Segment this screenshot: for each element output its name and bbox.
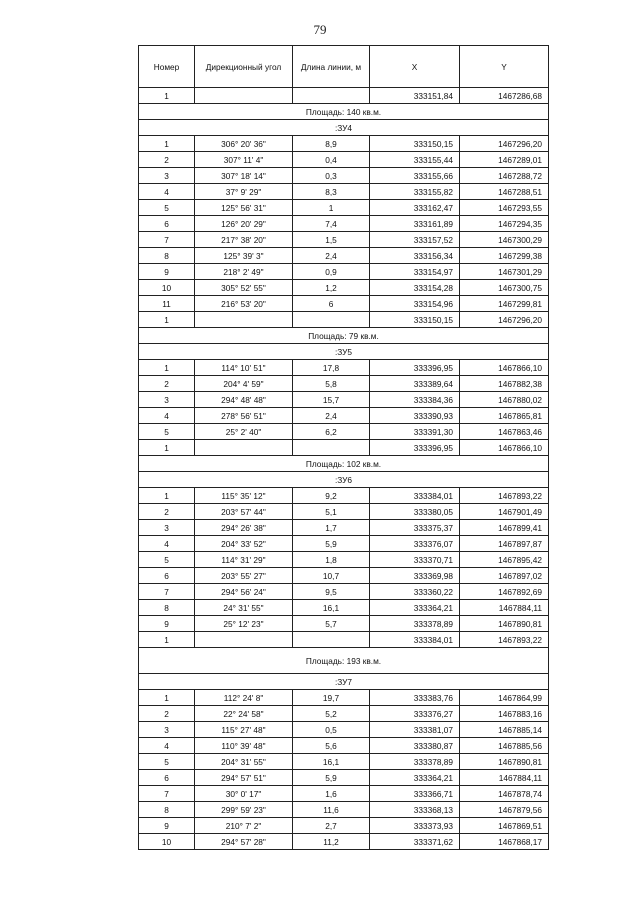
cell-y: 1467897,87 bbox=[460, 536, 549, 552]
section-header-row bbox=[139, 674, 549, 690]
cell-x: 333384,01 bbox=[370, 488, 460, 504]
cell-direction-angle: 37° 9' 29" bbox=[195, 184, 293, 200]
cell-number: 1 bbox=[139, 360, 195, 376]
table-row bbox=[139, 690, 549, 706]
cell-number: 7 bbox=[139, 584, 195, 600]
table-row bbox=[139, 584, 549, 600]
cell-number: 4 bbox=[139, 408, 195, 424]
section-header-row bbox=[139, 472, 549, 488]
cell-x: 333364,21 bbox=[370, 770, 460, 786]
cell-number: 8 bbox=[139, 600, 195, 616]
cell-number: 5 bbox=[139, 424, 195, 440]
table-row bbox=[139, 616, 549, 632]
area-label: Площадь: 193 кв.м. bbox=[139, 648, 549, 674]
cell-number: 10 bbox=[139, 834, 195, 850]
cell-direction-angle: 210° 7' 2" bbox=[195, 818, 293, 834]
cell-x: 333378,89 bbox=[370, 616, 460, 632]
table-row bbox=[139, 536, 549, 552]
table-row bbox=[139, 738, 549, 754]
cell-y: 1467296,20 bbox=[460, 136, 549, 152]
cell-y: 1467893,22 bbox=[460, 632, 549, 648]
cell-line-length: 1,6 bbox=[293, 786, 370, 802]
section-header-row bbox=[139, 344, 549, 360]
cell-line-length: 9,2 bbox=[293, 488, 370, 504]
cell-x: 333155,44 bbox=[370, 152, 460, 168]
cell-x: 333162,47 bbox=[370, 200, 460, 216]
area-label: Площадь: 102 кв.м. bbox=[139, 456, 549, 472]
table-row bbox=[139, 168, 549, 184]
cell-number: 3 bbox=[139, 392, 195, 408]
cell-x: 333156,34 bbox=[370, 248, 460, 264]
header-direction-angle: Дирекционный угол bbox=[195, 46, 293, 88]
cell-line-length: 5,6 bbox=[293, 738, 370, 754]
cell-direction-angle bbox=[195, 312, 293, 328]
cell-direction-angle: 25° 12' 23" bbox=[195, 616, 293, 632]
cell-x: 333360,22 bbox=[370, 584, 460, 600]
cell-direction-angle bbox=[195, 440, 293, 456]
cell-y: 1467880,02 bbox=[460, 392, 549, 408]
table-row bbox=[139, 754, 549, 770]
cell-y: 1467901,49 bbox=[460, 504, 549, 520]
cell-x: 333150,15 bbox=[370, 136, 460, 152]
cell-x: 333155,66 bbox=[370, 168, 460, 184]
cell-x: 333396,95 bbox=[370, 440, 460, 456]
cell-y: 1467885,56 bbox=[460, 738, 549, 754]
area-row bbox=[139, 456, 549, 472]
cell-number: 2 bbox=[139, 504, 195, 520]
cell-direction-angle: 204° 31' 55" bbox=[195, 754, 293, 770]
cell-x: 333151,84 bbox=[370, 88, 460, 104]
cell-y: 1467883,16 bbox=[460, 706, 549, 722]
area-row bbox=[139, 648, 549, 674]
cell-number: 6 bbox=[139, 770, 195, 786]
section-label: :ЗУ5 bbox=[139, 344, 549, 360]
cell-line-length: 1 bbox=[293, 200, 370, 216]
header-y: Y bbox=[460, 46, 549, 88]
cell-line-length: 11,6 bbox=[293, 802, 370, 818]
cell-x: 333376,07 bbox=[370, 536, 460, 552]
cell-direction-angle: 30° 0' 17" bbox=[195, 786, 293, 802]
cell-line-length: 5,1 bbox=[293, 504, 370, 520]
cell-direction-angle: 306° 20' 36" bbox=[195, 136, 293, 152]
cell-line-length: 1,8 bbox=[293, 552, 370, 568]
cell-direction-angle: 114° 10' 51" bbox=[195, 360, 293, 376]
cell-line-length bbox=[293, 440, 370, 456]
cell-line-length: 0,9 bbox=[293, 264, 370, 280]
cell-number: 8 bbox=[139, 248, 195, 264]
cell-number: 1 bbox=[139, 312, 195, 328]
table-row bbox=[139, 296, 549, 312]
cell-y: 1467286,68 bbox=[460, 88, 549, 104]
cell-direction-angle: 294° 26' 38" bbox=[195, 520, 293, 536]
cell-direction-angle bbox=[195, 632, 293, 648]
cell-x: 333366,71 bbox=[370, 786, 460, 802]
cell-x: 333161,89 bbox=[370, 216, 460, 232]
cell-direction-angle: 125° 39' 3" bbox=[195, 248, 293, 264]
cell-number: 1 bbox=[139, 632, 195, 648]
cell-direction-angle: 125° 56' 31" bbox=[195, 200, 293, 216]
cell-y: 1467294,35 bbox=[460, 216, 549, 232]
table-row bbox=[139, 392, 549, 408]
cell-x: 333384,01 bbox=[370, 632, 460, 648]
header-x: X bbox=[370, 46, 460, 88]
cell-line-length: 0,3 bbox=[293, 168, 370, 184]
header-line-length: Длина линии, м bbox=[293, 46, 370, 88]
cell-y: 1467882,38 bbox=[460, 376, 549, 392]
cell-number: 1 bbox=[139, 88, 195, 104]
cell-line-length bbox=[293, 88, 370, 104]
cell-line-length: 6 bbox=[293, 296, 370, 312]
cell-x: 333154,96 bbox=[370, 296, 460, 312]
cell-y: 1467890,81 bbox=[460, 754, 549, 770]
cell-line-length: 5,2 bbox=[293, 706, 370, 722]
cell-y: 1467884,11 bbox=[460, 770, 549, 786]
cell-direction-angle: 299° 59' 23" bbox=[195, 802, 293, 818]
cell-direction-angle: 115° 27' 48" bbox=[195, 722, 293, 738]
cell-x: 333380,05 bbox=[370, 504, 460, 520]
cell-x: 333375,37 bbox=[370, 520, 460, 536]
cell-direction-angle: 22° 24' 58" bbox=[195, 706, 293, 722]
cell-line-length: 2,4 bbox=[293, 408, 370, 424]
cell-number: 5 bbox=[139, 200, 195, 216]
cell-x: 333369,98 bbox=[370, 568, 460, 584]
cell-y: 1467299,38 bbox=[460, 248, 549, 264]
table-row bbox=[139, 802, 549, 818]
section-label: :ЗУ4 bbox=[139, 120, 549, 136]
cell-line-length: 5,8 bbox=[293, 376, 370, 392]
cell-line-length: 1,5 bbox=[293, 232, 370, 248]
cell-x: 333154,97 bbox=[370, 264, 460, 280]
cell-number: 5 bbox=[139, 552, 195, 568]
cell-y: 1467866,10 bbox=[460, 440, 549, 456]
cell-direction-angle: 112° 24' 8" bbox=[195, 690, 293, 706]
cell-number: 9 bbox=[139, 818, 195, 834]
cell-y: 1467868,17 bbox=[460, 834, 549, 850]
cell-number: 7 bbox=[139, 786, 195, 802]
cell-y: 1467293,55 bbox=[460, 200, 549, 216]
cell-y: 1467884,11 bbox=[460, 600, 549, 616]
cell-direction-angle: 294° 57' 51" bbox=[195, 770, 293, 786]
cell-direction-angle: 24° 31' 55" bbox=[195, 600, 293, 616]
cell-x: 333390,93 bbox=[370, 408, 460, 424]
cell-direction-angle: 307° 18' 14" bbox=[195, 168, 293, 184]
cell-y: 1467289,01 bbox=[460, 152, 549, 168]
header-row bbox=[139, 46, 549, 88]
cell-number: 2 bbox=[139, 152, 195, 168]
cell-direction-angle: 278° 56' 51" bbox=[195, 408, 293, 424]
cell-direction-angle: 204° 33' 52" bbox=[195, 536, 293, 552]
cell-y: 1467878,74 bbox=[460, 786, 549, 802]
table-row bbox=[139, 232, 549, 248]
cell-y: 1467863,46 bbox=[460, 424, 549, 440]
cell-line-length: 2,4 bbox=[293, 248, 370, 264]
cell-y: 1467300,29 bbox=[460, 232, 549, 248]
section-header-row bbox=[139, 120, 549, 136]
cell-y: 1467864,99 bbox=[460, 690, 549, 706]
cell-line-length: 16,1 bbox=[293, 754, 370, 770]
coordinates-table bbox=[138, 45, 549, 850]
cell-direction-angle: 114° 31' 29" bbox=[195, 552, 293, 568]
table-row bbox=[139, 818, 549, 834]
cell-number: 8 bbox=[139, 802, 195, 818]
table-row bbox=[139, 632, 549, 648]
table-row bbox=[139, 786, 549, 802]
cell-x: 333154,28 bbox=[370, 280, 460, 296]
cell-line-length: 5,7 bbox=[293, 616, 370, 632]
cell-line-length: 5,9 bbox=[293, 770, 370, 786]
cell-x: 333381,07 bbox=[370, 722, 460, 738]
cell-line-length: 1,7 bbox=[293, 520, 370, 536]
table-row bbox=[139, 248, 549, 264]
cell-y: 1467893,22 bbox=[460, 488, 549, 504]
cell-number: 3 bbox=[139, 520, 195, 536]
cell-line-length bbox=[293, 632, 370, 648]
cell-y: 1467899,41 bbox=[460, 520, 549, 536]
cell-number: 5 bbox=[139, 754, 195, 770]
cell-x: 333368,13 bbox=[370, 802, 460, 818]
cell-number: 9 bbox=[139, 616, 195, 632]
cell-direction-angle bbox=[195, 88, 293, 104]
cell-number: 6 bbox=[139, 216, 195, 232]
cell-line-length: 10,7 bbox=[293, 568, 370, 584]
cell-x: 333373,93 bbox=[370, 818, 460, 834]
cell-direction-angle: 204° 4' 59" bbox=[195, 376, 293, 392]
cell-direction-angle: 294° 48' 48" bbox=[195, 392, 293, 408]
cell-direction-angle: 25° 2' 40" bbox=[195, 424, 293, 440]
cell-y: 1467890,81 bbox=[460, 616, 549, 632]
area-label: Площадь: 79 кв.м. bbox=[139, 328, 549, 344]
table-row bbox=[139, 834, 549, 850]
cell-number: 11 bbox=[139, 296, 195, 312]
cell-x: 333389,64 bbox=[370, 376, 460, 392]
cell-number: 6 bbox=[139, 568, 195, 584]
cell-direction-angle: 203° 57' 44" bbox=[195, 504, 293, 520]
section-label: :ЗУ6 bbox=[139, 472, 549, 488]
cell-number: 7 bbox=[139, 232, 195, 248]
cell-y: 1467866,10 bbox=[460, 360, 549, 376]
header-number: Номер bbox=[139, 46, 195, 88]
cell-y: 1467300,75 bbox=[460, 280, 549, 296]
cell-x: 333391,30 bbox=[370, 424, 460, 440]
section-label: :ЗУ7 bbox=[139, 674, 549, 690]
cell-x: 333370,71 bbox=[370, 552, 460, 568]
area-row bbox=[139, 104, 549, 120]
table-row bbox=[139, 264, 549, 280]
cell-y: 1467895,42 bbox=[460, 552, 549, 568]
cell-y: 1467301,29 bbox=[460, 264, 549, 280]
cell-y: 1467879,56 bbox=[460, 802, 549, 818]
cell-line-length: 0,5 bbox=[293, 722, 370, 738]
cell-x: 333371,62 bbox=[370, 834, 460, 850]
cell-line-length: 7,4 bbox=[293, 216, 370, 232]
table-body bbox=[139, 88, 549, 850]
table-row bbox=[139, 152, 549, 168]
cell-direction-angle: 294° 56' 24" bbox=[195, 584, 293, 600]
cell-y: 1467865,81 bbox=[460, 408, 549, 424]
cell-y: 1467299,81 bbox=[460, 296, 549, 312]
table-row bbox=[139, 504, 549, 520]
cell-line-length: 6,2 bbox=[293, 424, 370, 440]
table-row bbox=[139, 88, 549, 104]
cell-line-length: 1,2 bbox=[293, 280, 370, 296]
cell-line-length: 8,3 bbox=[293, 184, 370, 200]
cell-number: 1 bbox=[139, 440, 195, 456]
area-row bbox=[139, 328, 549, 344]
cell-number: 2 bbox=[139, 706, 195, 722]
cell-direction-angle: 305° 52' 55" bbox=[195, 280, 293, 296]
table-row bbox=[139, 136, 549, 152]
table-row bbox=[139, 706, 549, 722]
table-row bbox=[139, 280, 549, 296]
cell-x: 333378,89 bbox=[370, 754, 460, 770]
table-row bbox=[139, 408, 549, 424]
cell-direction-angle: 218° 2' 49" bbox=[195, 264, 293, 280]
cell-direction-angle: 110° 39' 48" bbox=[195, 738, 293, 754]
table-row bbox=[139, 424, 549, 440]
cell-line-length: 0,4 bbox=[293, 152, 370, 168]
cell-x: 333364,21 bbox=[370, 600, 460, 616]
table-row bbox=[139, 200, 549, 216]
cell-x: 333376,27 bbox=[370, 706, 460, 722]
table-row bbox=[139, 552, 549, 568]
area-label: Площадь: 140 кв.м. bbox=[139, 104, 549, 120]
cell-direction-angle: 307° 11' 4" bbox=[195, 152, 293, 168]
cell-line-length: 5,9 bbox=[293, 536, 370, 552]
table-row bbox=[139, 600, 549, 616]
cell-direction-angle: 115° 35' 12" bbox=[195, 488, 293, 504]
cell-number: 3 bbox=[139, 168, 195, 184]
cell-direction-angle: 126° 20' 29" bbox=[195, 216, 293, 232]
table-row bbox=[139, 360, 549, 376]
table-row bbox=[139, 376, 549, 392]
cell-number: 3 bbox=[139, 722, 195, 738]
cell-number: 4 bbox=[139, 738, 195, 754]
cell-x: 333383,76 bbox=[370, 690, 460, 706]
table-row bbox=[139, 770, 549, 786]
table-row bbox=[139, 312, 549, 328]
cell-direction-angle: 294° 57' 28" bbox=[195, 834, 293, 850]
table-row bbox=[139, 568, 549, 584]
cell-number: 10 bbox=[139, 280, 195, 296]
cell-line-length: 2,7 bbox=[293, 818, 370, 834]
cell-line-length: 8,9 bbox=[293, 136, 370, 152]
cell-y: 1467869,51 bbox=[460, 818, 549, 834]
cell-line-length: 19,7 bbox=[293, 690, 370, 706]
table-row bbox=[139, 440, 549, 456]
cell-direction-angle: 216° 53' 20" bbox=[195, 296, 293, 312]
cell-number: 1 bbox=[139, 136, 195, 152]
cell-x: 333384,36 bbox=[370, 392, 460, 408]
cell-x: 333380,87 bbox=[370, 738, 460, 754]
cell-line-length: 16,1 bbox=[293, 600, 370, 616]
cell-line-length: 15,7 bbox=[293, 392, 370, 408]
cell-line-length bbox=[293, 312, 370, 328]
cell-number: 2 bbox=[139, 376, 195, 392]
table-row bbox=[139, 216, 549, 232]
cell-direction-angle: 217° 38' 20" bbox=[195, 232, 293, 248]
table-row bbox=[139, 488, 549, 504]
cell-x: 333396,95 bbox=[370, 360, 460, 376]
cell-line-length: 9,5 bbox=[293, 584, 370, 600]
cell-y: 1467885,14 bbox=[460, 722, 549, 738]
cell-number: 1 bbox=[139, 690, 195, 706]
page-number: 79 bbox=[313, 22, 327, 37]
cell-y: 1467288,51 bbox=[460, 184, 549, 200]
cell-number: 4 bbox=[139, 184, 195, 200]
cell-y: 1467892,69 bbox=[460, 584, 549, 600]
cell-x: 333155,82 bbox=[370, 184, 460, 200]
cell-number: 4 bbox=[139, 536, 195, 552]
cell-y: 1467296,20 bbox=[460, 312, 549, 328]
cell-x: 333150,15 bbox=[370, 312, 460, 328]
table-row bbox=[139, 722, 549, 738]
cell-line-length: 11,2 bbox=[293, 834, 370, 850]
cell-number: 9 bbox=[139, 264, 195, 280]
cell-y: 1467288,72 bbox=[460, 168, 549, 184]
table-row bbox=[139, 184, 549, 200]
cell-x: 333157,52 bbox=[370, 232, 460, 248]
cell-number: 1 bbox=[139, 488, 195, 504]
cell-direction-angle: 203° 55' 27" bbox=[195, 568, 293, 584]
cell-line-length: 17,8 bbox=[293, 360, 370, 376]
table-row bbox=[139, 520, 549, 536]
cell-y: 1467897,02 bbox=[460, 568, 549, 584]
